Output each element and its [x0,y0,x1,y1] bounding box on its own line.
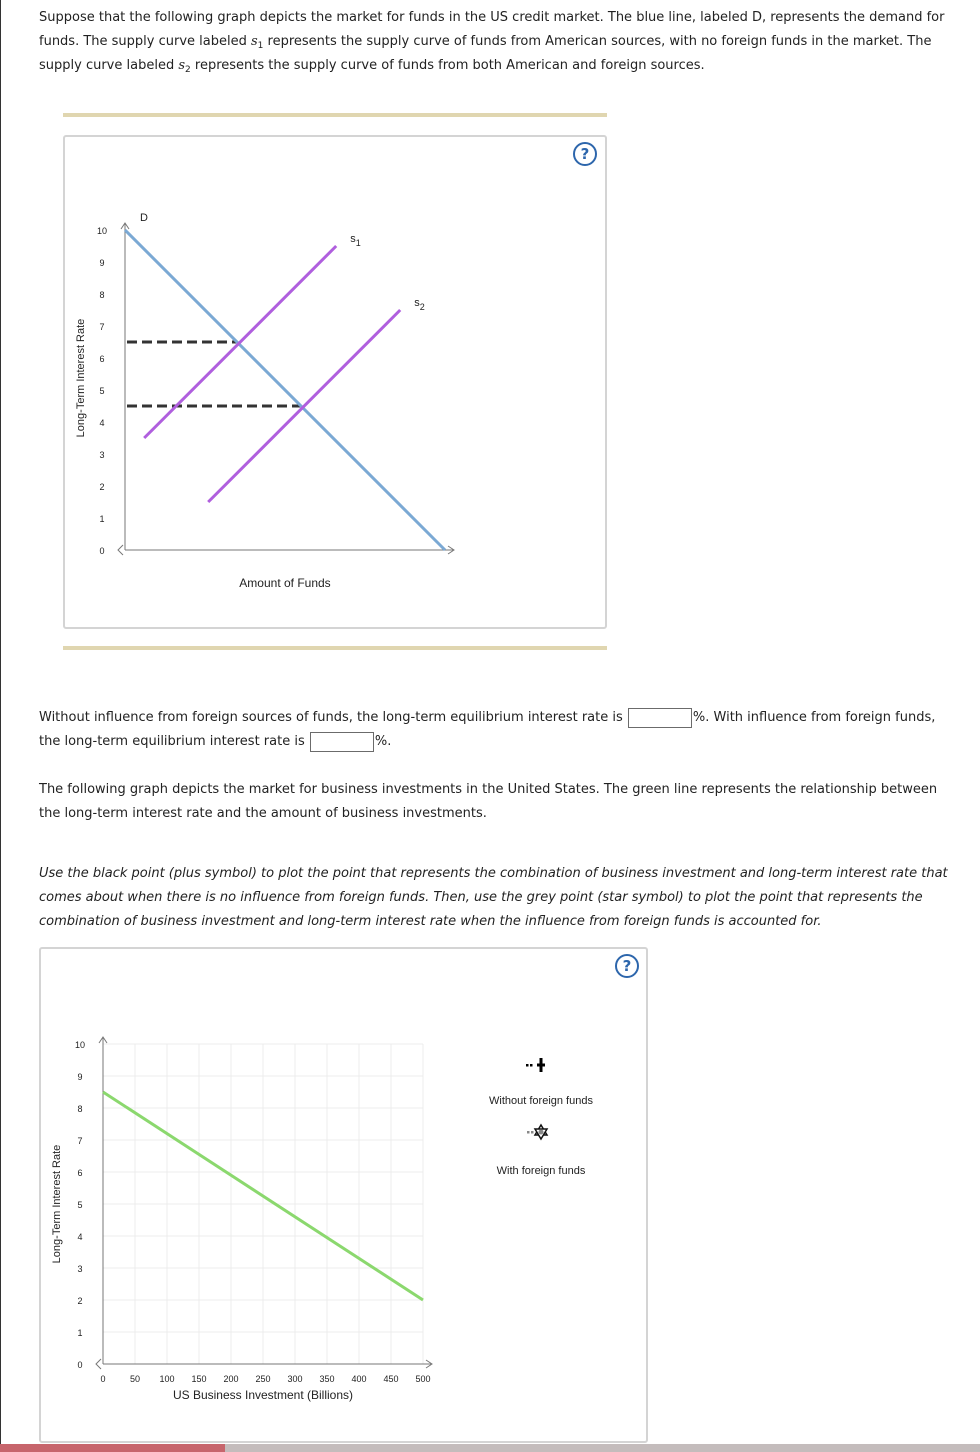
y-tick-label: 9 [77,1072,83,1082]
y-tick-label: 8 [77,1104,83,1114]
y-tick-label: 10 [74,1040,86,1050]
x-axis-left-arrow [96,1359,101,1369]
curve-label: $s_2$ [414,297,425,312]
curve-label: D [140,212,148,224]
intro-paragraph: Suppose that the following graph depicts the market for funds in the US credit market. The blue line, labeled D, represents the demand for funds. The supply curve labeled $s_1$ represents the supply curve of funds from American sources, with no foreign funds in the market. The supply curve labeled $s_2$ represents the supply curve of funds from both American and foreign sources. [39,10,945,75]
y-tick-label: 3 [77,1264,83,1274]
y-tick-label: 5 [77,1200,83,1210]
x-axis-left-arrow [118,545,123,555]
y-axis-label: Long-Term Interest Rate [75,318,87,438]
plus-icon-v [540,1058,543,1072]
legend-label-without-foreign: Without foreign funds [489,1095,593,1107]
y-tick-label: 2 [99,482,105,492]
y-tick-label: 0 [77,1360,83,1370]
y-tick-label: 0 [99,546,105,556]
x-tick-label: 500 [415,1374,431,1384]
x-tick-label: 200 [223,1374,239,1384]
bottom-bar-accent [0,1444,225,1452]
star-icon-center [539,1130,544,1135]
x-tick-label: 300 [287,1374,303,1384]
x-tick-label: 450 [383,1374,399,1384]
help-icon[interactable]: ? [615,954,639,978]
credit-market-chart [65,137,605,627]
x-tick-label: 150 [191,1374,207,1384]
d-curve [125,230,445,550]
question-paragraph: Without influence from foreign sources of funds, the long-term equilibrium interest rate is %. With influence from foreign funds, the long-term equilibrium interest rate is %. [39,706,959,754]
y-axis-label: Long-Term Interest Rate [51,1144,63,1264]
legend-label-with-foreign: With foreign funds [496,1165,586,1177]
business-investment-graph-panel [39,947,648,1443]
star-point-tool[interactable] [527,1125,547,1139]
plus-icon-dot [530,1064,533,1067]
y-tick-label: 4 [77,1232,83,1242]
credit-market-graph-panel [63,135,607,629]
left-border [0,0,1,1452]
answer-input-without-foreign[interactable] [628,708,692,728]
x-tick-label: 250 [255,1374,271,1384]
y-tick-label: 2 [77,1296,83,1306]
x-tick-label: 100 [159,1374,175,1384]
y-tick-label: 10 [96,226,108,236]
instructions-paragraph: Use the black point (plus symbol) to plot the point that represents the combination of business investment and long-term interest rate that comes about when there is no influence from foreign funds. Then, use the grey point (star symbol) to plot the point that represents the combination of business investment and long-term interest rate when the influence from foreign funds is accounted for. [39,866,948,929]
y-tick-label: 9 [99,258,105,268]
x-tick-label: 350 [319,1374,335,1384]
answer-input-with-foreign[interactable] [310,732,374,752]
y-tick-label: 1 [99,514,105,524]
y-tick-label: 7 [99,322,105,332]
y-tick-label: 7 [77,1136,83,1146]
y-tick-label: 5 [99,386,105,396]
x-axis-label: Amount of Funds [239,576,331,590]
x-tick-label: 0 [100,1374,106,1384]
x-tick-label: 50 [129,1374,141,1384]
star-icon-dot [531,1131,534,1134]
plus-icon-dot [526,1064,529,1067]
business-investment-chart [41,949,646,1441]
x-axis-label: US Business Investment (Billions) [172,1388,354,1402]
y-tick-label: 6 [99,354,105,364]
curve-label-subscript: 2 [419,302,425,312]
x-tick-label: 400 [351,1374,367,1384]
y-tick-label: 3 [99,450,105,460]
plus-point-tool[interactable] [526,1058,545,1072]
y-tick-label: 6 [77,1168,83,1178]
intro2-paragraph: The following graph depicts the market for business investments in the United States. The green line represents the relationship between the long-term interest rate and the amount of business investments. [39,782,938,821]
bottom-divider-bar [63,646,607,650]
y-tick-label: 8 [99,290,105,300]
y-tick-label: 4 [99,418,105,428]
curve-label: $s_1$ [350,233,361,248]
top-divider-bar [63,113,607,117]
curve-label-subscript: 1 [355,238,361,248]
star-icon-dot [527,1131,530,1134]
help-icon[interactable]: ? [573,142,597,166]
y-tick-label: 1 [77,1328,83,1338]
